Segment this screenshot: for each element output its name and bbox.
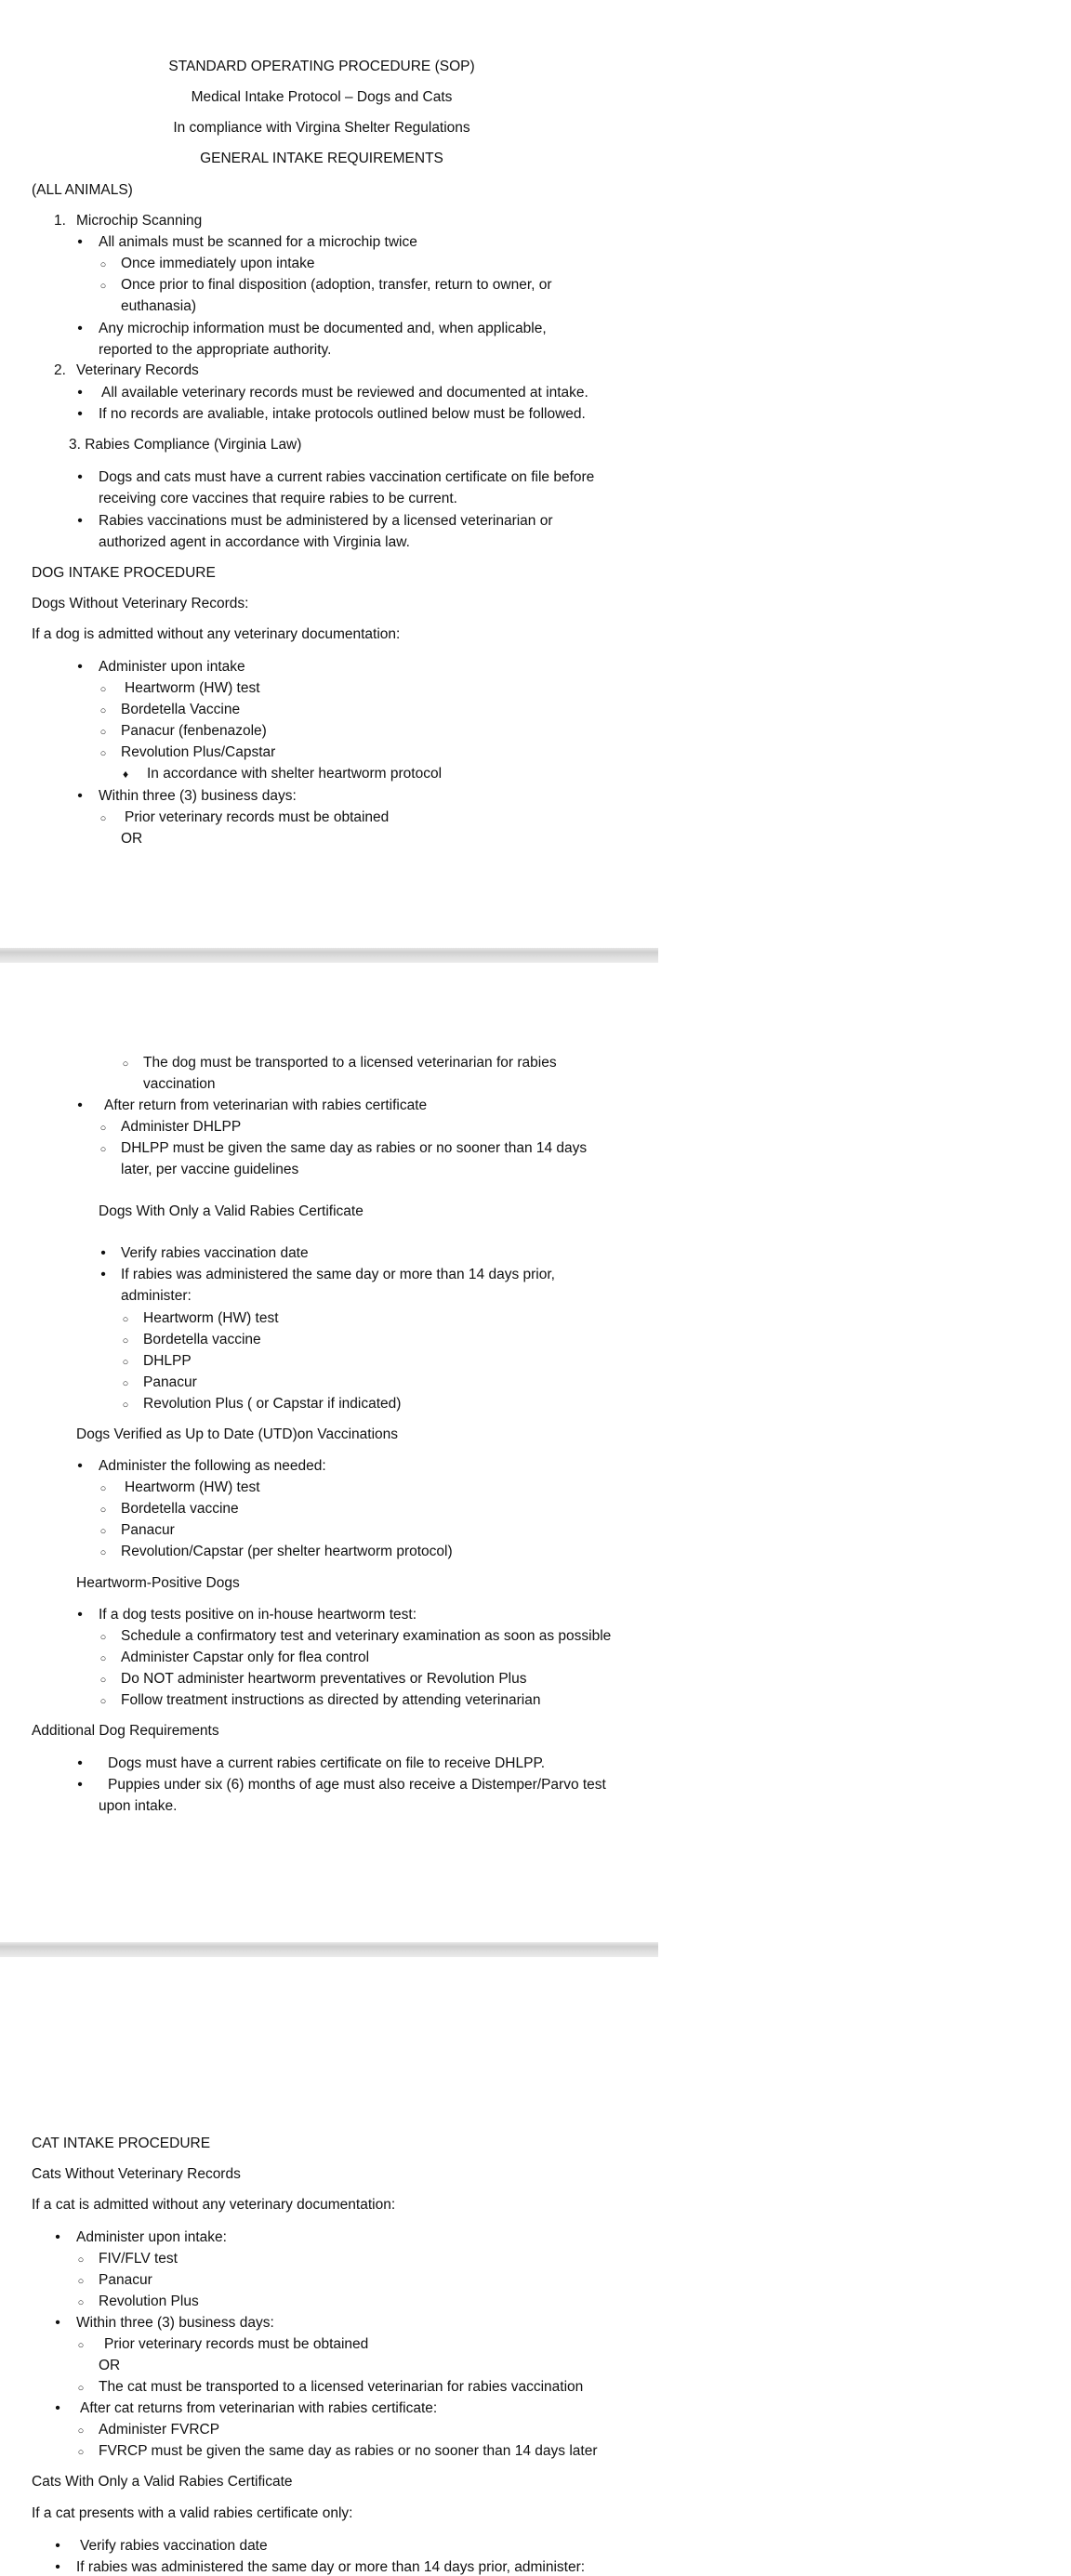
list-item-continued: reported to the appropriate authority. <box>99 342 332 358</box>
list-item-continued: authorized agent in accordance with Virginia law. <box>99 534 410 550</box>
list-item: Panacur <box>121 1522 175 1538</box>
document-page-2 <box>0 963 658 1942</box>
circle-bullet-icon <box>74 2293 87 2311</box>
list-item: Heartworm (HW) test <box>143 1310 279 1326</box>
circle-bullet-icon <box>74 2379 87 2397</box>
circle-bullet-icon <box>97 809 110 827</box>
circle-bullet-icon <box>97 1692 110 1710</box>
list-item: Administer DHLPP <box>121 1119 242 1135</box>
list-item: Heartworm (HW) test <box>125 1479 260 1495</box>
bullet-icon <box>73 406 86 423</box>
list-item: If rabies was administered the same day or more than 14 days prior, <box>121 1267 555 1282</box>
compliance-line: In compliance with Virgina Shelter Regulations <box>173 120 470 136</box>
rabies-heading: 3. Rabies Compliance (Virginia Law) <box>69 437 302 453</box>
list-item: Revolution Plus/Capstar <box>121 744 276 760</box>
circle-bullet-icon <box>97 1140 110 1158</box>
list-item: The cat must be transported to a licensed veterinarian for rabies vaccination <box>99 2379 584 2395</box>
list-item: Administer FVRCP <box>99 2422 220 2438</box>
or-label: OR <box>121 831 143 847</box>
bullet-icon <box>73 788 86 805</box>
list-item: FVRCP must be given the same day as rabies or no sooner than 14 days later <box>99 2443 598 2459</box>
list-item-continued: vaccination <box>143 1076 216 1092</box>
cat-rabies-only-heading: Cats With Only a Valid Rabies Certificate <box>32 2474 293 2490</box>
list-item: Administer the following as needed: <box>99 1458 326 1474</box>
bullet-icon <box>73 1777 86 1794</box>
bullet-icon <box>97 1245 110 1262</box>
circle-bullet-icon <box>97 1522 110 1540</box>
list-item: Puppies under six (6) months of age must also receive a Distemper/Parvo test <box>108 1777 606 1793</box>
bullet-icon <box>51 2559 64 2576</box>
list-item: Bordetella vaccine <box>143 1332 261 1347</box>
dog-intake-heading: DOG INTAKE PROCEDURE <box>32 565 216 581</box>
list-item: Revolution Plus <box>99 2293 199 2309</box>
list-item: Do NOT administer heartworm preventatives or Revolution Plus <box>121 1671 527 1687</box>
circle-bullet-icon <box>97 702 110 719</box>
list-item-partial: If rabies was administered the same day or more than 14 days prior, administer: <box>76 2559 586 2575</box>
list-item-continued: upon intake. <box>99 1798 178 1814</box>
list-item: Once immediately upon intake <box>121 256 315 271</box>
bullet-icon <box>73 1607 86 1623</box>
list-item-continued: later, per vaccine guidelines <box>121 1162 299 1177</box>
bullet-icon <box>97 1267 110 1283</box>
circle-bullet-icon <box>119 1353 132 1371</box>
list-number: 2. <box>54 362 66 378</box>
circle-bullet-icon <box>97 1119 110 1137</box>
circle-bullet-icon <box>74 2272 87 2290</box>
circle-bullet-icon <box>74 2443 87 2461</box>
list-item: After return from veterinarian with rabies certificate <box>104 1097 428 1113</box>
bullet-icon <box>73 513 86 530</box>
list-number: 1. <box>54 213 66 229</box>
bullet-icon <box>73 321 86 337</box>
list-item: Panacur <box>99 2272 152 2288</box>
circle-bullet-icon <box>97 1544 110 1561</box>
list-item: All available veterinary records must be reviewed and documented at intake. <box>101 385 588 401</box>
diamond-bullet-icon <box>119 766 132 782</box>
list-item: Panacur (fenbenazole) <box>121 723 267 739</box>
list-item: Within three (3) business days: <box>99 788 297 804</box>
or-label: OR <box>99 2358 121 2373</box>
list-item: Heartworm (HW) test <box>125 680 260 696</box>
circle-bullet-icon <box>97 680 110 698</box>
list-item: Administer Capstar only for flea control <box>121 1649 370 1665</box>
dog-rabies-only-heading: Dogs With Only a Valid Rabies Certificate <box>99 1203 364 1219</box>
circle-bullet-icon <box>97 723 110 741</box>
bullet-icon <box>51 2315 64 2332</box>
list-item: Verify rabies vaccination date <box>80 2538 268 2554</box>
circle-bullet-icon <box>97 1671 110 1689</box>
circle-bullet-icon <box>97 256 110 273</box>
list-item: Within three (3) business days: <box>76 2315 274 2331</box>
circle-bullet-icon <box>74 2251 87 2268</box>
additional-dog-heading: Additional Dog Requirements <box>32 1723 219 1739</box>
list-item: Schedule a confirmatory test and veterinary examination as soon as possible <box>121 1628 612 1644</box>
list-item: Any microchip information must be documented and, when applicable, <box>99 321 547 336</box>
circle-bullet-icon <box>119 1374 132 1392</box>
circle-bullet-icon <box>97 1479 110 1497</box>
list-item: DHLPP must be given the same day as rabies or no sooner than 14 days <box>121 1140 588 1156</box>
list-item: Administer upon intake <box>99 659 245 675</box>
circle-bullet-icon <box>74 2422 87 2439</box>
list-item: If a dog tests positive on in-house heartworm test: <box>99 1607 417 1623</box>
sop-subtitle: Medical Intake Protocol – Dogs and Cats <box>191 89 453 105</box>
cat-intake-heading: CAT INTAKE PROCEDURE <box>32 2136 211 2151</box>
dog-no-records-intro: If a dog is admitted without any veterinary documentation: <box>32 626 401 642</box>
list-item: Administer upon intake: <box>76 2229 227 2245</box>
list-item: Dogs must have a current rabies certificate on file to receive DHLPP. <box>108 1755 546 1771</box>
bullet-icon <box>51 2229 64 2246</box>
section-heading-general: GENERAL INTAKE REQUIREMENTS <box>200 151 443 166</box>
cat-no-records-intro: If a cat is admitted without any veterinary documentation: <box>32 2197 396 2213</box>
list-item: In accordance with shelter heartworm protocol <box>147 766 443 782</box>
bullet-icon <box>73 1458 86 1475</box>
list-item: Bordetella vaccine <box>121 1501 239 1517</box>
list-item-continued: euthanasia) <box>121 298 197 314</box>
bullet-icon <box>73 659 86 676</box>
hw-positive-heading: Heartworm-Positive Dogs <box>76 1575 240 1591</box>
list-item: After cat returns from veterinarian with rabies certificate: <box>80 2400 438 2416</box>
list-item-continued: receiving core vaccines that require rabies to be current. <box>99 491 457 506</box>
microchip-heading: Microchip Scanning <box>76 213 203 229</box>
list-item: The dog must be transported to a licensed veterinarian for rabies <box>143 1055 557 1071</box>
circle-bullet-icon <box>119 1332 132 1349</box>
bullet-icon <box>51 2400 64 2417</box>
list-item-continued: administer: <box>121 1288 192 1304</box>
circle-bullet-icon <box>119 1055 132 1072</box>
circle-bullet-icon <box>119 1396 132 1413</box>
list-item: Bordetella Vaccine <box>121 702 241 717</box>
bullet-icon <box>73 1097 86 1114</box>
list-item: All animals must be scanned for a microchip twice <box>99 234 417 250</box>
list-item: Revolution Plus ( or Capstar if indicated) <box>143 1396 402 1412</box>
list-item: If no records are avaliable, intake protocols outlined below must be followed. <box>99 406 586 422</box>
dog-no-records-heading: Dogs Without Veterinary Records: <box>32 596 249 611</box>
circle-bullet-icon <box>97 277 110 295</box>
list-item: Rabies vaccinations must be administered by a licensed veterinarian or <box>99 513 553 529</box>
document-page-1 <box>0 0 658 948</box>
bullet-icon <box>73 385 86 401</box>
bullet-icon <box>73 234 86 251</box>
list-item: Panacur <box>143 1374 197 1390</box>
document-page-3 <box>0 1957 658 2575</box>
cat-rabies-only-intro: If a cat presents with a valid rabies certificate only: <box>32 2505 353 2521</box>
sop-title: STANDARD OPERATING PROCEDURE (SOP) <box>168 59 475 74</box>
list-item: Prior veterinary records must be obtained <box>104 2336 369 2352</box>
dog-utd-heading: Dogs Verified as Up to Date (UTD)on Vaccinations <box>76 1426 399 1442</box>
vet-records-heading: Veterinary Records <box>76 362 199 378</box>
circle-bullet-icon <box>97 1628 110 1646</box>
list-item: Revolution/Capstar (per shelter heartworm protocol) <box>121 1544 453 1559</box>
circle-bullet-icon <box>119 1310 132 1328</box>
list-item: Verify rabies vaccination date <box>121 1245 309 1261</box>
list-item: Once prior to final disposition (adoption, transfer, return to owner, or <box>121 277 552 293</box>
circle-bullet-icon <box>97 1501 110 1518</box>
list-item: Prior veterinary records must be obtained <box>125 809 390 825</box>
list-item: Follow treatment instructions as directed by attending veterinarian <box>121 1692 541 1708</box>
list-item: DHLPP <box>143 1353 192 1369</box>
bullet-icon <box>73 1755 86 1772</box>
cat-no-records-heading: Cats Without Veterinary Records <box>32 2166 241 2182</box>
circle-bullet-icon <box>97 744 110 762</box>
circle-bullet-icon <box>74 2336 87 2354</box>
bullet-icon <box>51 2538 64 2555</box>
bullet-icon <box>73 469 86 486</box>
list-item: Dogs and cats must have a current rabies vaccination certificate on file before <box>99 469 595 485</box>
list-item: FIV/FLV test <box>99 2251 178 2267</box>
all-animals-label: (ALL ANIMALS) <box>32 182 133 198</box>
page-break <box>0 948 658 963</box>
page-break <box>0 1942 658 1957</box>
circle-bullet-icon <box>97 1649 110 1667</box>
